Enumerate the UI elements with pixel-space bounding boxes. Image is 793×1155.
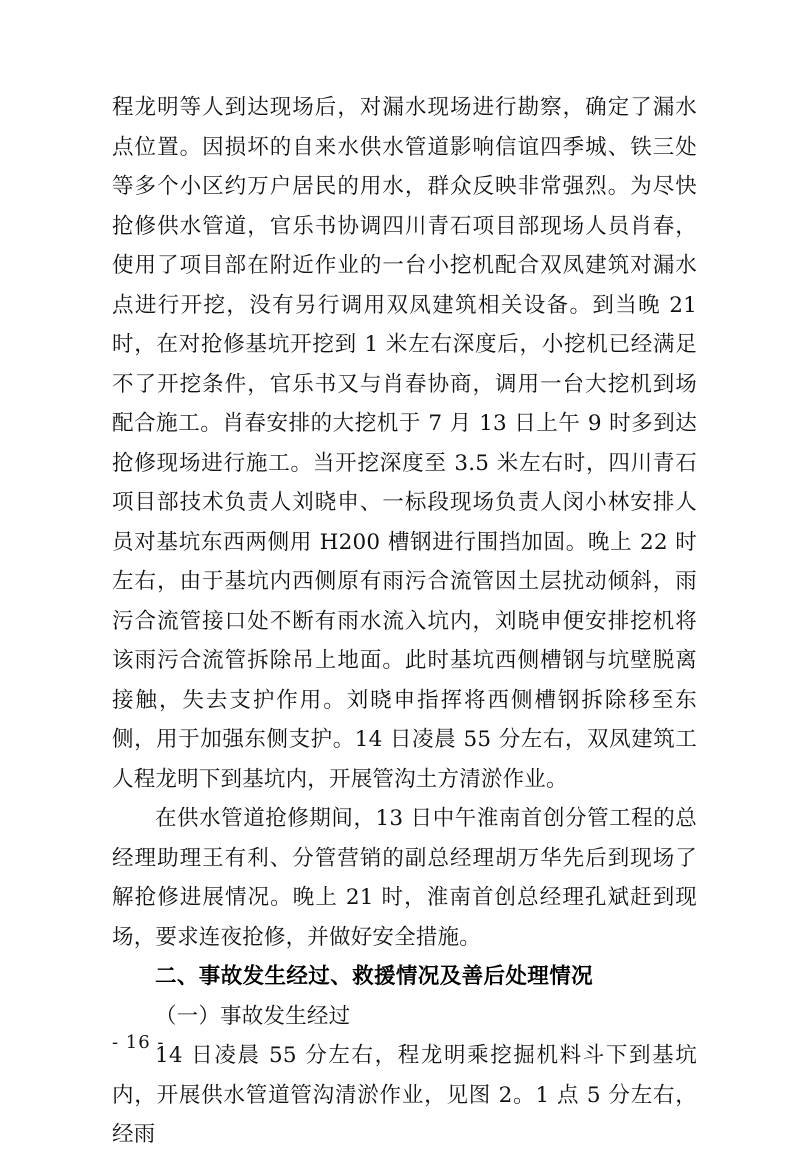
paragraph-2: 在供水管道抢修期间，13 日中午淮南首创分管工程的总经理助理王有利、分管营销的副总经理胡万华先后到现场了解抢修进展情况。晚上 21 时，淮南首创总经理孔斌赶到现场，要求连夜抢修，并做好安全措施。 <box>112 806 697 950</box>
paragraph-3: 14 日凌晨 55 分左右，程龙明乘挖掘机料斗下到基坑内，开展供水管道管沟清淤作业，见图 2。1 点 5 分左右，经雨 <box>112 1043 697 1147</box>
document-body <box>112 88 697 1155</box>
section-heading: 二、事故发生经过、救援情况及善后处理情况 <box>155 964 594 989</box>
sub-heading: （一）事故发生经过 <box>155 1003 351 1029</box>
paragraph-1: 程龙明等人到达现场后，对漏水现场进行勘察，确定了漏水点位置。因损坏的自来水供水管道影响信谊四季城、铁三处等多个小区约万户居民的用水，群众反映非常强烈。为尽快抢修供水管道，官乐书协调四川青石项目部现场人员肖春，使用了项目部在附近作业的一台小挖机配合双凤建筑对漏水点进行开挖，没有另行调用双凤建筑相关设备。到当晚 21 时，在对抢修基坑开挖到 1 米左右深度后，小挖机已经满足不了开挖条件，官乐书又与肖春协商，调用一台大挖机到场配合施工。肖春安排的大挖机于 7 月 13 日上午 9 时多到达抢修现场进行施工。当开挖深度至 3.5 米左右时，四川青石项目部技术负责人刘晓申、一标段现场负责人闵小林安排人员对基坑东西两侧用 H200 槽钢进行围挡加固。晚上 22 时左右，由于基坑内西侧原有雨污合流管因土层扰动倾斜，雨污合流管接口处不断有雨水流入坑内，刘晓申便安排挖机将该雨污合流管拆除吊上地面。此时基坑西侧槽钢与坑壁脱离接触，失去支护作用。刘晓申指挥将西侧槽钢拆除移至东侧，用于加强东侧支护。14 日凌晨 55 分左右，双凤建筑工人程龙明下到基坑内，开展管沟土方清淤作业。 <box>112 95 697 792</box>
page-number: - 16 - <box>112 1032 165 1053</box>
